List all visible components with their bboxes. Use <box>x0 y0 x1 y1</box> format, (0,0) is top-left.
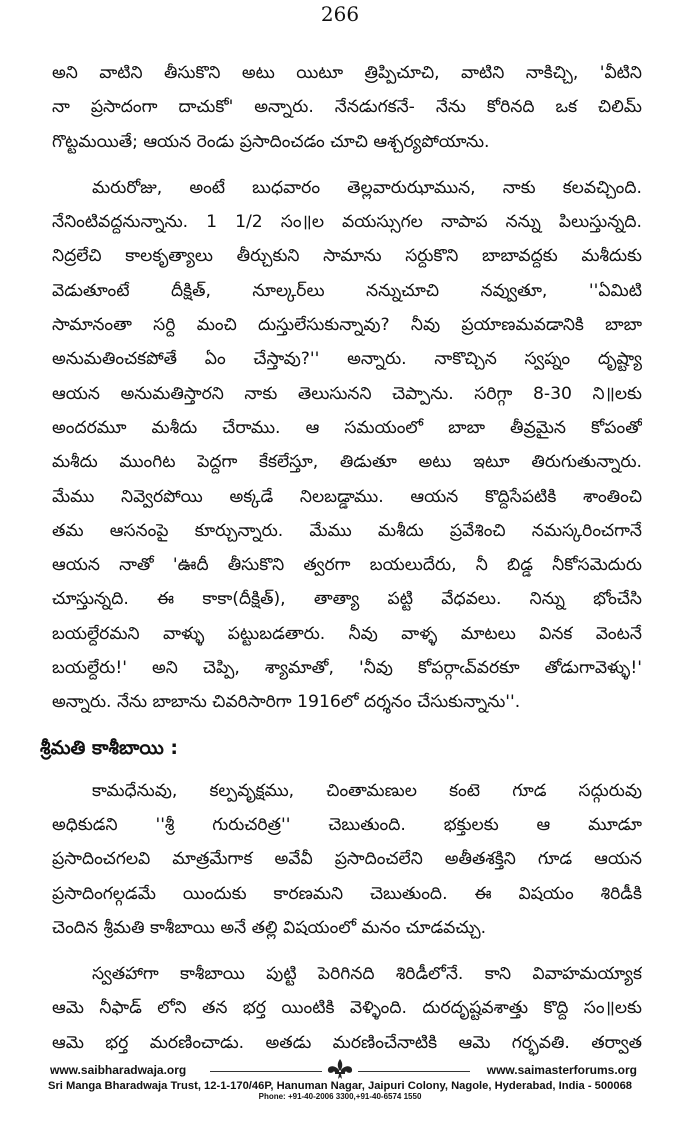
text-line: అధికుడని ''శ్రీ గురుచరిత్ర'' చెబుతుంది. భక్తులకు ఆ మూడూ <box>52 814 642 835</box>
text-line: ఆమె భర్త మరణించాడు. అతడు మరణించేనాటికి ఆమె గర్భవతి. తర్వాత <box>52 1032 642 1053</box>
text-line: అని వాటిని తీసుకొని అటు యిటూ త్రిప్పిచూచి, వాటిని నాకిచ్చి, 'వీటిని <box>52 63 642 83</box>
footer-address: Sri Manga Bharadwaja Trust, 12-1-170/46P, Hanuman Nagar, Jaipuri Colony, Nagole, Hyderabad, India - 500068 <box>47 1080 633 1092</box>
page-footer <box>0 1063 680 1101</box>
footer-divider <box>210 1071 322 1072</box>
text-line: చూస్తున్నది. ఈ కాకా(దీక్షిత్), తాత్యా పట్టి వేధవలు. నిన్ను భోంచేసి <box>52 589 642 610</box>
text-line: చెందిన శ్రీమతి కాశీబాయి అనే తల్లి విషయంలో మనం చూడవచ్చు. <box>52 917 487 938</box>
section-heading: శ్రీమతి కాశీబాయి : <box>40 736 178 759</box>
text-line: వెడుతూంటే దీక్షిత్, నూల్కర్‌లు నన్నుచూచి నవ్వుతూ, ''ఏమిటి <box>52 280 642 301</box>
text-line: గొట్టమయితే; ఆయన రెండు ప్రసాదించడం చూచి ఆశ్చర్యపోయాను. <box>52 131 490 152</box>
footer-divider <box>358 1071 470 1072</box>
text-line: మశీదు ముంగిట పెద్దగా కేకలేస్తూ, తిడుతూ అటు ఇటూ తిరుగుతున్నారు. <box>52 452 642 473</box>
footer-link-saibharadwaja[interactable]: www.saibharadwaja.org <box>50 1063 187 1077</box>
text-line: ఆయన నాతో 'ఊదీ తీసుకొని త్వరగా బయలుదేరు, నీ బిడ్డ నీకోసమెదురు <box>52 555 642 576</box>
text-line: అన్నారు. నేను బాబాను చివరిసారిగా 1916లో దర్శనం చేసుకున్నాను''. <box>52 692 521 713</box>
body-text <box>40 56 642 1060</box>
text-line: బయల్దేరు!' అని చెప్పి, శ్యామాతో, 'నీవు కోపర్గాఁవ్‌వరకూ తోడుగావెళ్ళు!' <box>52 658 642 679</box>
text-line: మేము నివ్వెరపోయి అక్కడే నిలబడ్డాము. ఆయన కొద్దిసేపటికి శాంతించి <box>52 486 642 507</box>
paragraph-1 <box>52 56 642 159</box>
text-line: ప్రసాదించగలవి మాత్రమేగాక అవేవీ ప్రసాదించలేని అతీతశక్తిని గూడ ఆయన <box>52 849 642 870</box>
paragraph-4 <box>52 957 642 1060</box>
text-line: నిద్రలేచి కాలకృత్యాలు తీర్చుకుని సామాను సర్దుకొని బాబావద్దకు మశీదుకు <box>52 246 642 267</box>
text-line: మరురోజు, అంటే బుధవారం తెల్లవారుఝామున, నాకు కలవచ్చింది. <box>92 177 642 198</box>
text-line: నా ప్రసాదంగా దాచుకో' అన్నారు. నేనడుగకనే- నేను కోరినది ఒక చిలిమ్ <box>52 97 642 118</box>
text-line: స్వతహాగా కాశీబాయి పుట్టి పెరిగినది శిరిడీలోనే. కాని వివాహమయ్యాక <box>92 964 642 985</box>
paragraph-3 <box>52 774 642 945</box>
text-line: అందరమూ మశీదు చేరాము. ఆ సమయంలో బాబా తీవ్రమైన కోపంతో <box>52 417 642 438</box>
text-line: అనుమతించకపోతే ఏం చేస్తావు?'' అన్నారు. నాకొచ్చిన స్వప్నం దృష్ట్యా <box>52 349 642 370</box>
text-line: బయల్దేరమని వాళ్ళు పట్టుబడతారు. నీవు వాళ్ళ మాటలు వినక వెంటనే <box>52 623 642 644</box>
footer-link-saimasterforums[interactable]: www.saimasterforums.org <box>486 1063 637 1077</box>
footer-phone: Phone: +91-40-2006 3300,+91-40-6574 1550 <box>258 1092 422 1101</box>
text-line: ఆమె నీఫాడ్ లోని తన భర్త యింటికి వెళ్ళింది. దురదృష్టవశాత్తు కొద్ది సం॥లకు <box>52 998 642 1019</box>
text-line: కామధేనువు, కల్పవృక్షము, చింతామణుల కంటె గూడ సద్గురువు <box>92 780 642 801</box>
fleur-de-lis-icon <box>322 1058 358 1080</box>
text-line: ఆయన అనుమతిస్తారని నాకు తెలుసునని చెప్పాను. సరిగ్గా 8-30 ని॥లకు <box>52 383 642 404</box>
text-line: నేనింటివద్దనున్నాను. 1 1/2 సం॥ల వయస్సుగల నాపాప నన్ను పిలుస్తున్నది. <box>52 212 642 233</box>
paragraph-2 <box>52 171 642 720</box>
text-line: సామానంతా సర్ది మంచి దుస్తులేసుకున్నావు? నీవు ప్రయాణమవడానికి బాబా <box>52 315 642 336</box>
text-line: ప్రసాదింగల్గడమే యిందుకు కారణమని చెబుతుంది. ఈ విషయం శిరిడీకి <box>52 883 642 904</box>
page-number: 266 <box>320 2 360 26</box>
text-line: తమ ఆసనంపై కూర్చున్నారు. మేము మశీదు ప్రవేశించి నమస్కరించగానే <box>52 520 642 541</box>
